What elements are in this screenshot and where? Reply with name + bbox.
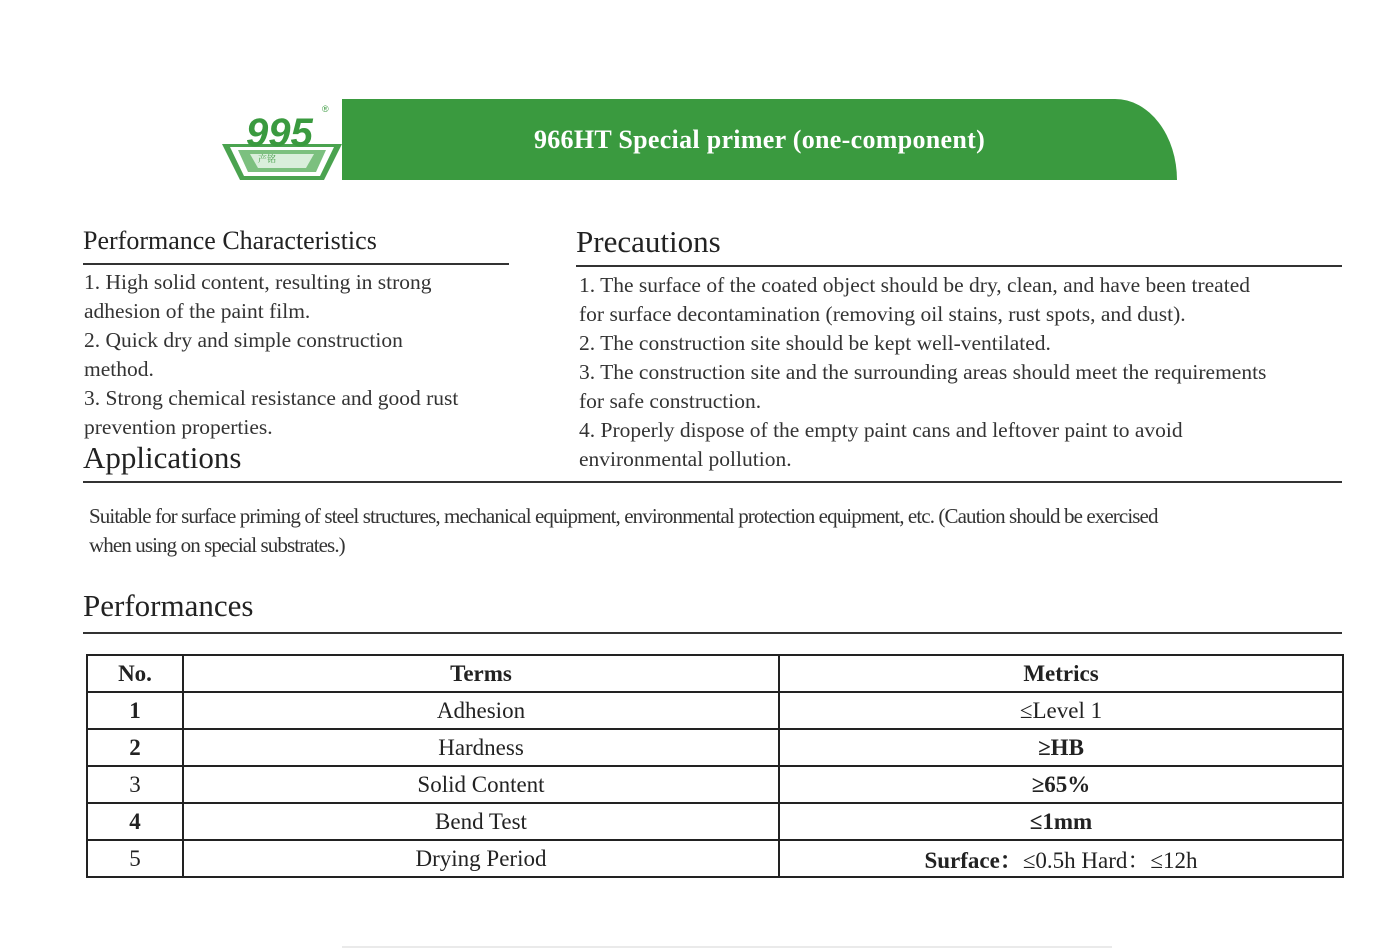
column-header-terms: Terms bbox=[183, 655, 779, 692]
list-line: method. bbox=[84, 357, 154, 381]
list-line: prevention properties. bbox=[84, 415, 273, 439]
table-row bbox=[87, 766, 1343, 803]
performance-characteristics-list bbox=[84, 268, 458, 442]
svg-text:®: ® bbox=[322, 104, 329, 114]
footer-divider bbox=[342, 946, 1112, 948]
svg-text:产铭: 产铭 bbox=[258, 155, 277, 165]
precautions-heading: Precautions bbox=[576, 224, 721, 259]
brand-logo bbox=[220, 100, 344, 184]
column-header-metrics: Metrics bbox=[779, 655, 1343, 692]
row-term: Bend Test bbox=[183, 803, 779, 840]
row-term: Solid Content bbox=[183, 766, 779, 803]
applications-line: Suitable for surface priming of steel structures, mechanical equipment, environmental protection equipment, etc. (Caution should be exercised bbox=[89, 504, 1158, 528]
list-line: 2. Quick dry and simple construction bbox=[84, 328, 403, 352]
list-line: 2. The construction site should be kept well-ventilated. bbox=[579, 331, 1051, 355]
divider bbox=[83, 632, 1342, 634]
list-line: for safe construction. bbox=[579, 389, 762, 413]
row-metric-drying bbox=[779, 840, 1343, 877]
row-term: Adhesion bbox=[183, 692, 779, 729]
list-line: 3. Strong chemical resistance and good rust bbox=[84, 386, 459, 410]
precautions-list bbox=[579, 271, 1266, 474]
row-metric: ≥65% bbox=[779, 766, 1343, 803]
row-no: 3 bbox=[87, 766, 183, 803]
table-row bbox=[87, 840, 1343, 877]
table-row bbox=[87, 803, 1343, 840]
divider bbox=[83, 263, 509, 265]
row-no: 2 bbox=[87, 729, 183, 766]
row-metric: ≤1mm bbox=[779, 803, 1343, 840]
performances-heading: Performances bbox=[83, 588, 254, 623]
list-line: 4. Properly dispose of the empty paint cans and leftover paint to avoid bbox=[579, 418, 1183, 442]
list-line: 1. The surface of the coated object should be dry, clean, and have been treated bbox=[579, 273, 1250, 297]
row-no: 1 bbox=[87, 692, 183, 729]
title-banner bbox=[342, 99, 1177, 180]
list-line: adhesion of the paint film. bbox=[84, 299, 311, 323]
column-header-no: No. bbox=[87, 655, 183, 692]
table-row bbox=[87, 692, 1343, 729]
row-term: Drying Period bbox=[183, 840, 779, 877]
svg-text:995: 995 bbox=[246, 111, 313, 155]
performance-characteristics-heading: Performance Characteristics bbox=[83, 226, 377, 255]
row-term: Hardness bbox=[183, 729, 779, 766]
row-no: 5 bbox=[87, 840, 183, 877]
applications-line: when using on special substrates.) bbox=[89, 533, 345, 557]
list-line: for surface decontamination (removing oil stains, rust spots, and dust). bbox=[579, 302, 1186, 326]
logo-icon bbox=[220, 100, 344, 184]
list-line: environmental pollution. bbox=[579, 447, 792, 471]
divider bbox=[83, 481, 1342, 483]
list-line: 1. High solid content, resulting in strong bbox=[84, 270, 432, 294]
divider bbox=[576, 265, 1342, 267]
applications-text bbox=[89, 502, 1339, 560]
applications-heading: Applications bbox=[83, 440, 242, 475]
row-no: 4 bbox=[87, 803, 183, 840]
performances-table bbox=[86, 654, 1344, 878]
page-title: 966HT Special primer (one-component) bbox=[533, 124, 986, 154]
row-metric: ≥HB bbox=[779, 729, 1343, 766]
metric-label: Surface： bbox=[924, 848, 1023, 873]
table-header-row bbox=[87, 655, 1343, 692]
row-metric: ≤Level 1 bbox=[779, 692, 1343, 729]
metric-value: ≤0.5h Hard：≤12h bbox=[1022, 848, 1198, 873]
list-line: 3. The construction site and the surrounding areas should meet the requirements bbox=[579, 360, 1267, 384]
table-row bbox=[87, 729, 1343, 766]
